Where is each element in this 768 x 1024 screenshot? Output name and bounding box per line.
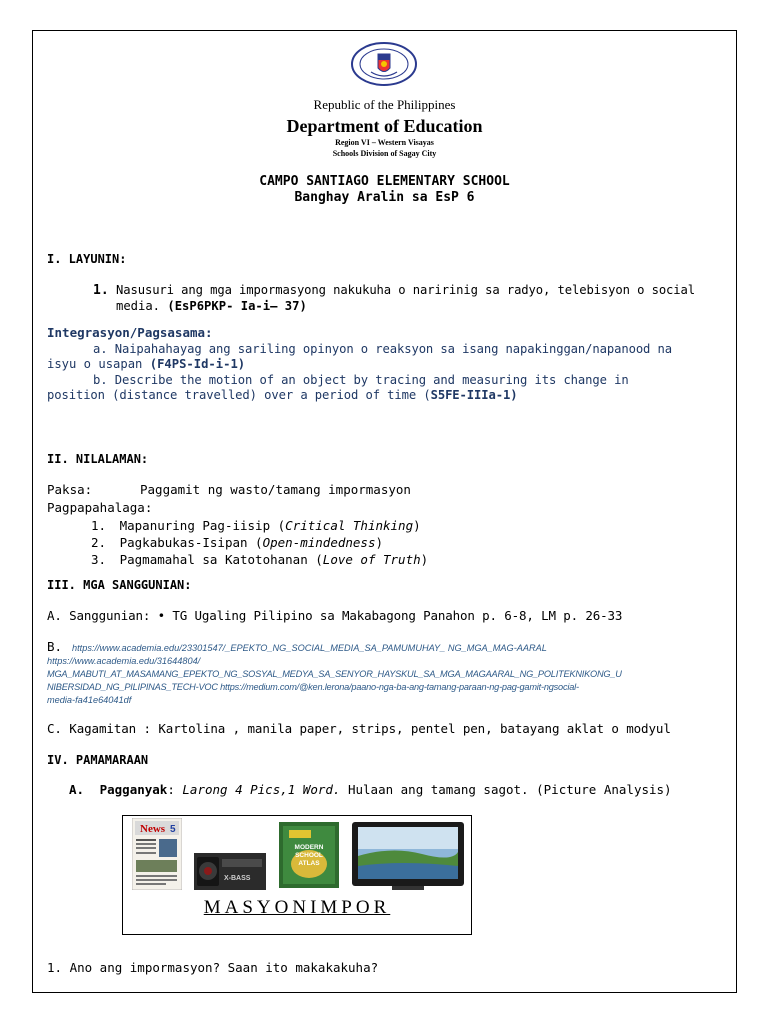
newspaper-title: News bbox=[140, 823, 166, 835]
reference-link-5[interactable]: media-fa41e64041df bbox=[47, 695, 132, 705]
value-number: 1. bbox=[91, 518, 107, 533]
scrambled-word: MASYONIMPOR bbox=[203, 897, 391, 918]
newspaper-number: 5 bbox=[170, 824, 176, 835]
integration-a-code: (F4PS-Id-i-1) bbox=[149, 357, 246, 371]
television-image bbox=[352, 822, 464, 892]
integration-b-line-2 bbox=[47, 388, 517, 402]
objective-text: media. bbox=[116, 299, 168, 313]
deped-seal-logo bbox=[351, 42, 417, 86]
integration-a-line-1: a. Naipahahayag ang sariling opinyon o reaksyon sa isang napakinggan/napanood na bbox=[93, 342, 673, 356]
republic-text: Republic of the Philippines bbox=[313, 97, 456, 112]
value-item bbox=[91, 552, 428, 567]
radio-image bbox=[194, 853, 266, 890]
reference-link-1[interactable]: https://www.academia.edu/23301547/_EPEKTO_NG_SOCIAL_MEDIA_SA_PAMUMUHAY_ NG_MGA_MAG-AARAL bbox=[72, 643, 547, 653]
value-number: 3. bbox=[91, 552, 107, 567]
pagganyak-line bbox=[69, 782, 672, 797]
integration-b-text: position (distance travelled) over a period of time ( bbox=[47, 388, 431, 402]
value-text: Mapanuring Pag-iisip ( bbox=[119, 518, 286, 533]
paksa-value: Paggamit ng wasto/tamang impormasyon bbox=[140, 482, 411, 497]
region-text: Region VI – Western Visayas bbox=[335, 138, 434, 147]
pagganyak-label: A. bbox=[69, 782, 85, 797]
value-text: Pagkabukas-Isipan ( bbox=[119, 535, 263, 550]
objective-number: 1. bbox=[93, 283, 109, 298]
reference-link-2[interactable]: https://www.academia.edu/31644804/ bbox=[47, 656, 201, 666]
pagganyak-bold: Pagganyak bbox=[99, 782, 168, 797]
value-text: Pagmamahal sa Katotohanan ( bbox=[119, 552, 323, 567]
integration-heading: Integrasyon/Pagsasama: bbox=[47, 325, 213, 340]
pagganyak-rest: Hulaan ang tamang sagot. ( bbox=[340, 782, 544, 797]
radio-label: X-BASS bbox=[224, 875, 251, 882]
section-4-heading: IV. PAMAMARAAN bbox=[47, 753, 149, 767]
objective-line-1: Nasusuri ang mga impormasyong nakukuha o naririnig sa radyo, telebisyon o social bbox=[116, 283, 696, 297]
value-end: ) bbox=[375, 535, 384, 550]
paksa-label: Paksa: bbox=[47, 482, 93, 497]
integration-a-line-2 bbox=[47, 357, 245, 371]
question-1: 1. Ano ang impormasyon? Saan ito makakakuha? bbox=[47, 960, 379, 975]
sanggunian-a: A. Sanggunian: • TG Ugaling Pilipino sa Makabagong Panahon p. 6-8, LM p. 26-33 bbox=[47, 608, 623, 623]
section-1-heading: I. LAYUNIN: bbox=[47, 252, 127, 266]
value-number: 2. bbox=[91, 535, 107, 550]
objective-line-2 bbox=[116, 299, 307, 313]
value-end: ) bbox=[420, 552, 429, 567]
atlas-title-1: MODERN bbox=[294, 844, 324, 851]
value-italic: Love of Truth bbox=[322, 552, 421, 567]
newspaper-image bbox=[132, 818, 182, 890]
sanggunian-b-label: B. bbox=[47, 639, 63, 654]
section-2-heading: II. NILALAMAN: bbox=[47, 452, 149, 466]
reference-link-4[interactable]: NIBERSIDAD_NG_PILIPINAS_TECH-VOC https://medium.com/@ken.lerona/paano-nga-ba-ang-tamang-paraan-ng-pag-gamit-ngsocial- bbox=[47, 682, 579, 692]
pagganyak-colon: : bbox=[167, 782, 183, 797]
document-subtitle: Banghay Aralin sa EsP 6 bbox=[294, 190, 475, 205]
integration-a-text: isyu o usapan bbox=[47, 357, 150, 371]
atlas-title-2: SCHOOL bbox=[295, 852, 323, 859]
value-item bbox=[91, 535, 383, 550]
reference-link-3[interactable]: MGA_MABUTI_AT_MASAMANG_EPEKTO_NG_SOSYAL_MEDYA_SA_SENYOR_HAYSKUL_SA_MGA_MAGAARAL_NG_POLITEKNIKONG_U bbox=[47, 669, 622, 679]
value-italic: Open-mindedness bbox=[262, 535, 376, 550]
objective-code: (EsP6PKP- Ia-i– 37) bbox=[167, 299, 307, 313]
pagganyak-end: Picture Analysis) bbox=[543, 782, 672, 797]
value-end: ) bbox=[413, 518, 421, 533]
department-title: Department of Education bbox=[286, 116, 483, 136]
kagamitan-text: C. Kagamitan : Kartolina , manila paper, strips, pentel pen, batayang aklat o modyul bbox=[47, 721, 671, 736]
atlas-title-3: ATLAS bbox=[298, 860, 320, 867]
division-text: Schools Division of Sagay City bbox=[332, 149, 437, 158]
pagganyak-italic: Larong 4 Pics,1 Word. bbox=[182, 782, 341, 797]
section-3-heading: III. MGA SANGGUNIAN: bbox=[47, 578, 192, 592]
value-item bbox=[91, 518, 421, 533]
integration-b-line-1: b. Describe the motion of an object by tracing and measuring its change in bbox=[93, 373, 629, 387]
integration-b-code: S5FE-IIIa-1) bbox=[430, 388, 518, 402]
values-label: Pagpapahalaga: bbox=[47, 500, 153, 515]
school-name: CAMPO SANTIAGO ELEMENTARY SCHOOL bbox=[259, 174, 510, 189]
value-italic: Critical Thinking bbox=[285, 518, 414, 533]
atlas-book-image bbox=[279, 822, 339, 888]
